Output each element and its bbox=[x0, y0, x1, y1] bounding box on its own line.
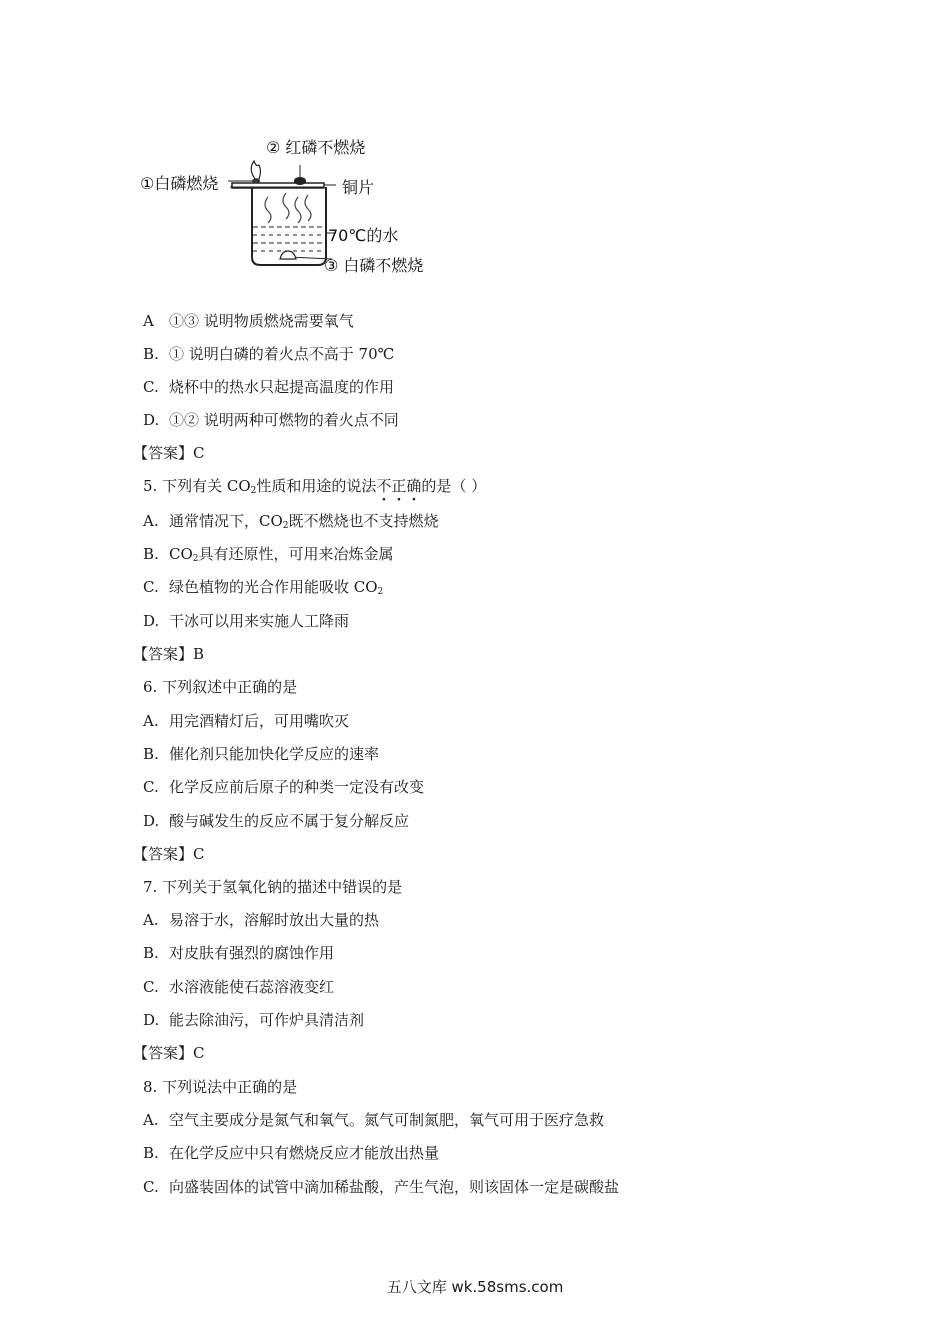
label-white-phosphorus-burning: ①白磷燃烧 bbox=[140, 174, 219, 193]
option-text: ①③ 说明物质燃烧需要氧气 bbox=[169, 312, 354, 330]
option-text: ①② 说明两种可燃物的着火点不同 bbox=[169, 411, 399, 429]
option-text: 干冰可以用来实施人工降雨 bbox=[169, 612, 350, 630]
q5-option-a bbox=[143, 511, 439, 536]
q6-option-a bbox=[143, 711, 349, 731]
q5-answer: 【答案】B bbox=[133, 645, 205, 663]
emphasis-char: 不 bbox=[376, 477, 392, 495]
option-letter: B. bbox=[143, 745, 159, 763]
q8-option-b bbox=[143, 1143, 439, 1163]
q7-option-c bbox=[143, 977, 334, 997]
option-text: 对皮肤有强烈的腐蚀作用 bbox=[169, 944, 335, 962]
option-text: 烧杯中的热水只起提高温度的作用 bbox=[169, 378, 395, 396]
option-text: 具有还原性，可用来冶炼金属 bbox=[198, 545, 394, 563]
stem-text: 的是（ ） bbox=[421, 477, 487, 495]
option-text: 向盛装固体的试管中滴加稀盐酸，产生气泡，则该固体一定是碳酸盐 bbox=[169, 1178, 620, 1196]
option-text: 酸与碱发生的反应不属于复分解反应 bbox=[169, 812, 410, 830]
option-letter: D. bbox=[143, 612, 160, 630]
option-letter: A. bbox=[143, 911, 159, 929]
option-letter: C. bbox=[143, 1178, 159, 1196]
page-footer: 五八文库 wk.58sms.com bbox=[386, 1278, 564, 1296]
option-text: 用完酒精灯后，可用嘴吹灭 bbox=[169, 712, 350, 730]
phosphorus-combustion-figure bbox=[140, 125, 440, 285]
option-text: 易溶于水，溶解时放出大量的热 bbox=[169, 911, 380, 929]
option-letter: D. bbox=[143, 812, 160, 830]
option-letter: B. bbox=[143, 545, 159, 563]
option-letter: B. bbox=[143, 944, 159, 962]
q7-option-a bbox=[143, 910, 379, 930]
q4-answer: 【答案】C bbox=[133, 444, 205, 462]
option-letter: A bbox=[143, 312, 154, 330]
option-letter: C. bbox=[143, 378, 159, 396]
q6-option-c bbox=[143, 777, 424, 797]
option-text: 绿色植物的光合作用能吸收 CO bbox=[169, 578, 378, 596]
label-copper-sheet: 铜片 bbox=[342, 178, 375, 197]
option-letter: C. bbox=[143, 778, 159, 796]
option-letter: B. bbox=[143, 1144, 159, 1162]
subscript: 2 bbox=[192, 554, 199, 564]
q5-option-d bbox=[143, 611, 349, 631]
q7-answer: 【答案】C bbox=[133, 1044, 205, 1062]
q8-option-c bbox=[143, 1177, 619, 1197]
option-letter: A. bbox=[143, 712, 159, 730]
option-text: CO bbox=[169, 545, 193, 563]
q4-option-d bbox=[143, 410, 399, 430]
option-text: 水溶液能使石蕊溶液变红 bbox=[169, 978, 335, 996]
q4-option-c bbox=[143, 377, 394, 397]
q6-answer: 【答案】C bbox=[133, 845, 205, 863]
option-text: 既不燃烧也不支持燃烧 bbox=[288, 512, 439, 530]
subscript: 2 bbox=[250, 486, 257, 496]
option-text: 化学反应前后原子的种类一定没有改变 bbox=[169, 778, 425, 796]
option-text: ① 说明白磷的着火点不高于 70℃ bbox=[169, 345, 395, 363]
q5-option-c bbox=[143, 577, 383, 602]
q8-stem: 8. 下列说法中正确的是 bbox=[143, 1078, 298, 1096]
option-text: 能去除油污，可作炉具清洁剂 bbox=[169, 1011, 365, 1029]
emphasis-char: 正 bbox=[391, 477, 407, 495]
stem-text: 5. 下列有关 CO bbox=[143, 477, 251, 495]
q6-option-b bbox=[143, 744, 379, 764]
q7-option-d bbox=[143, 1010, 364, 1030]
option-letter: C. bbox=[143, 978, 159, 996]
option-text: 催化剂只能加快化学反应的速率 bbox=[169, 745, 380, 763]
label-hot-water: 70℃的水 bbox=[328, 226, 399, 245]
option-text: 通常情况下，CO bbox=[169, 512, 283, 530]
subscript: 2 bbox=[377, 587, 384, 597]
option-letter: D. bbox=[143, 1011, 160, 1029]
q4-option-b bbox=[143, 344, 394, 364]
q7-option-b bbox=[143, 943, 334, 963]
label-red-phosphorus: ② 红磷不燃烧 bbox=[266, 138, 366, 157]
option-text: 空气主要成分是氮气和氧气。氮气可制氮肥，氧气可用于医疗急救 bbox=[169, 1111, 605, 1129]
q8-option-a bbox=[143, 1110, 604, 1130]
q7-stem: 7. 下列关于氢氧化钠的描述中错误的是 bbox=[143, 878, 403, 896]
option-letter: C. bbox=[143, 578, 159, 596]
option-letter: A. bbox=[143, 512, 159, 530]
subscript: 2 bbox=[282, 521, 289, 531]
q5-option-b bbox=[143, 544, 394, 569]
stem-text: 性质和用途的说法 bbox=[256, 477, 377, 495]
option-letter: A. bbox=[143, 1111, 159, 1129]
option-text: 在化学反应中只有燃烧反应才能放出热量 bbox=[169, 1144, 440, 1162]
q6-stem: 6. 下列叙述中正确的是 bbox=[143, 678, 298, 696]
q4-option-a bbox=[143, 311, 354, 331]
label-white-phosphorus-underwater: ③ 白磷不燃烧 bbox=[324, 256, 424, 275]
option-letter: B. bbox=[143, 345, 159, 363]
q5-stem bbox=[143, 476, 486, 501]
emphasis-char: 确 bbox=[406, 477, 422, 495]
option-letter: D. bbox=[143, 411, 160, 429]
q6-option-d bbox=[143, 811, 409, 831]
